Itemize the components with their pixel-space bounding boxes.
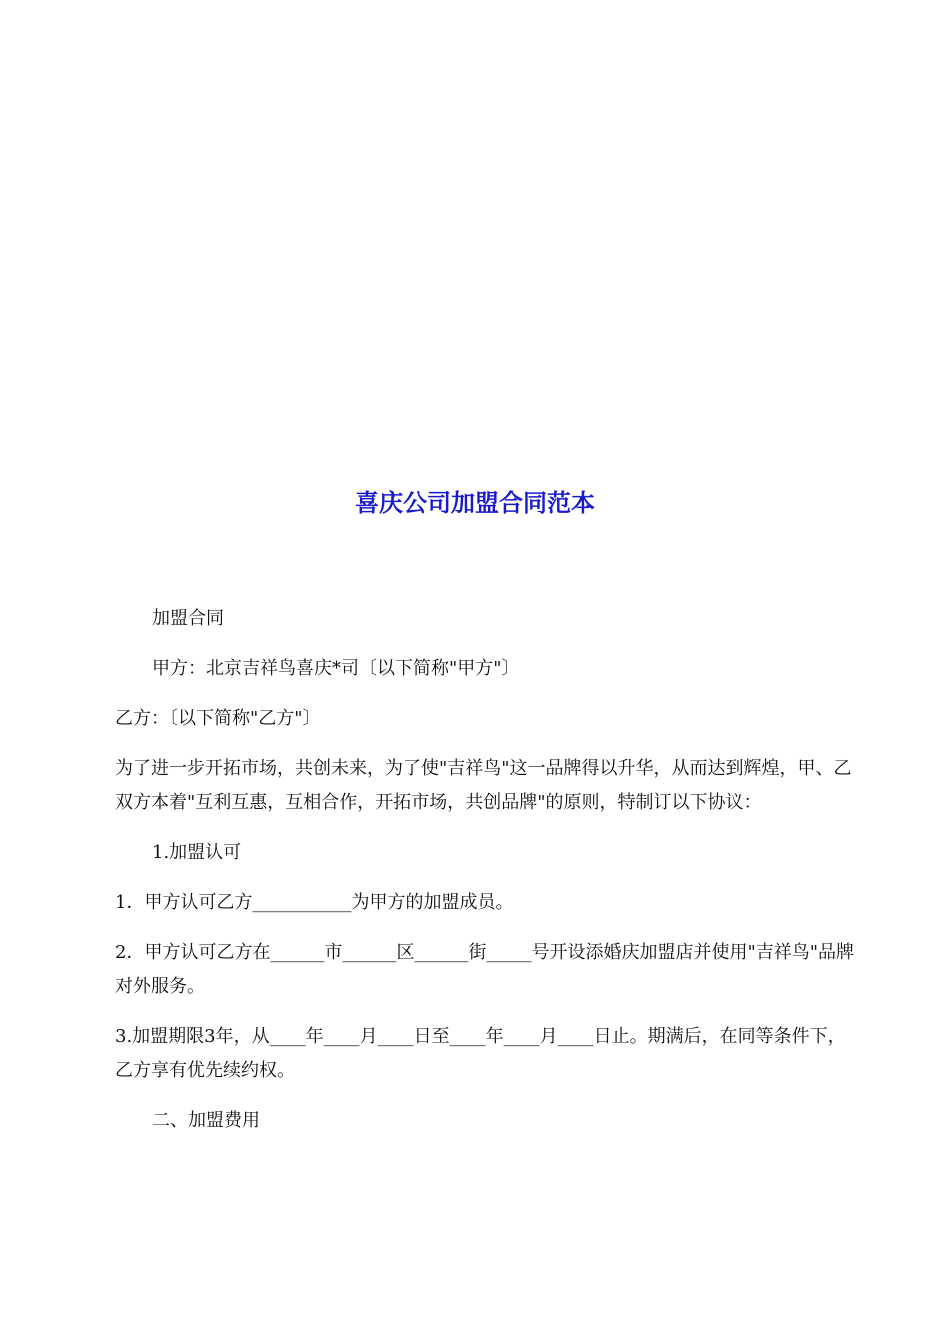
document-body [115, 602, 855, 1154]
clause-1: 1．甲方认可乙方___________为甲方的加盟成员。 [115, 892, 514, 913]
paragraph-preamble: 为了进一步开拓市场，共创未来，为了使"吉祥鸟"这一品牌得以升华，从而达到辉煌，甲、乙双方本着"互利互惠，互相合作，开拓市场，共创品牌"的原则，特制订以下协议： [115, 758, 852, 813]
clause-3: 3.加盟期限3年，从____年____月____日至____年____月____日止。期满后，在同等条件下，乙方享有优先续约权。 [115, 1026, 846, 1081]
section-heading-franchise-fees: 二、加盟费用 [152, 1110, 260, 1131]
paragraph-party-b: 乙方：〔以下简称"乙方"〕 [115, 708, 321, 729]
paragraph-party-a: 甲方：北京吉祥鸟喜庆*司〔以下简称"甲方"〕 [152, 658, 520, 679]
clause-2: 2．甲方认可乙方在______市______区______街_____号开设添婚庆加盟店并使用"吉祥鸟"品牌对外服务。 [115, 942, 855, 997]
document-title: 喜庆公司加盟合同范本 [355, 489, 595, 517]
paragraph-contract-heading: 加盟合同 [152, 608, 224, 629]
section-heading-franchise-approval: 1.加盟认可 [152, 842, 242, 863]
